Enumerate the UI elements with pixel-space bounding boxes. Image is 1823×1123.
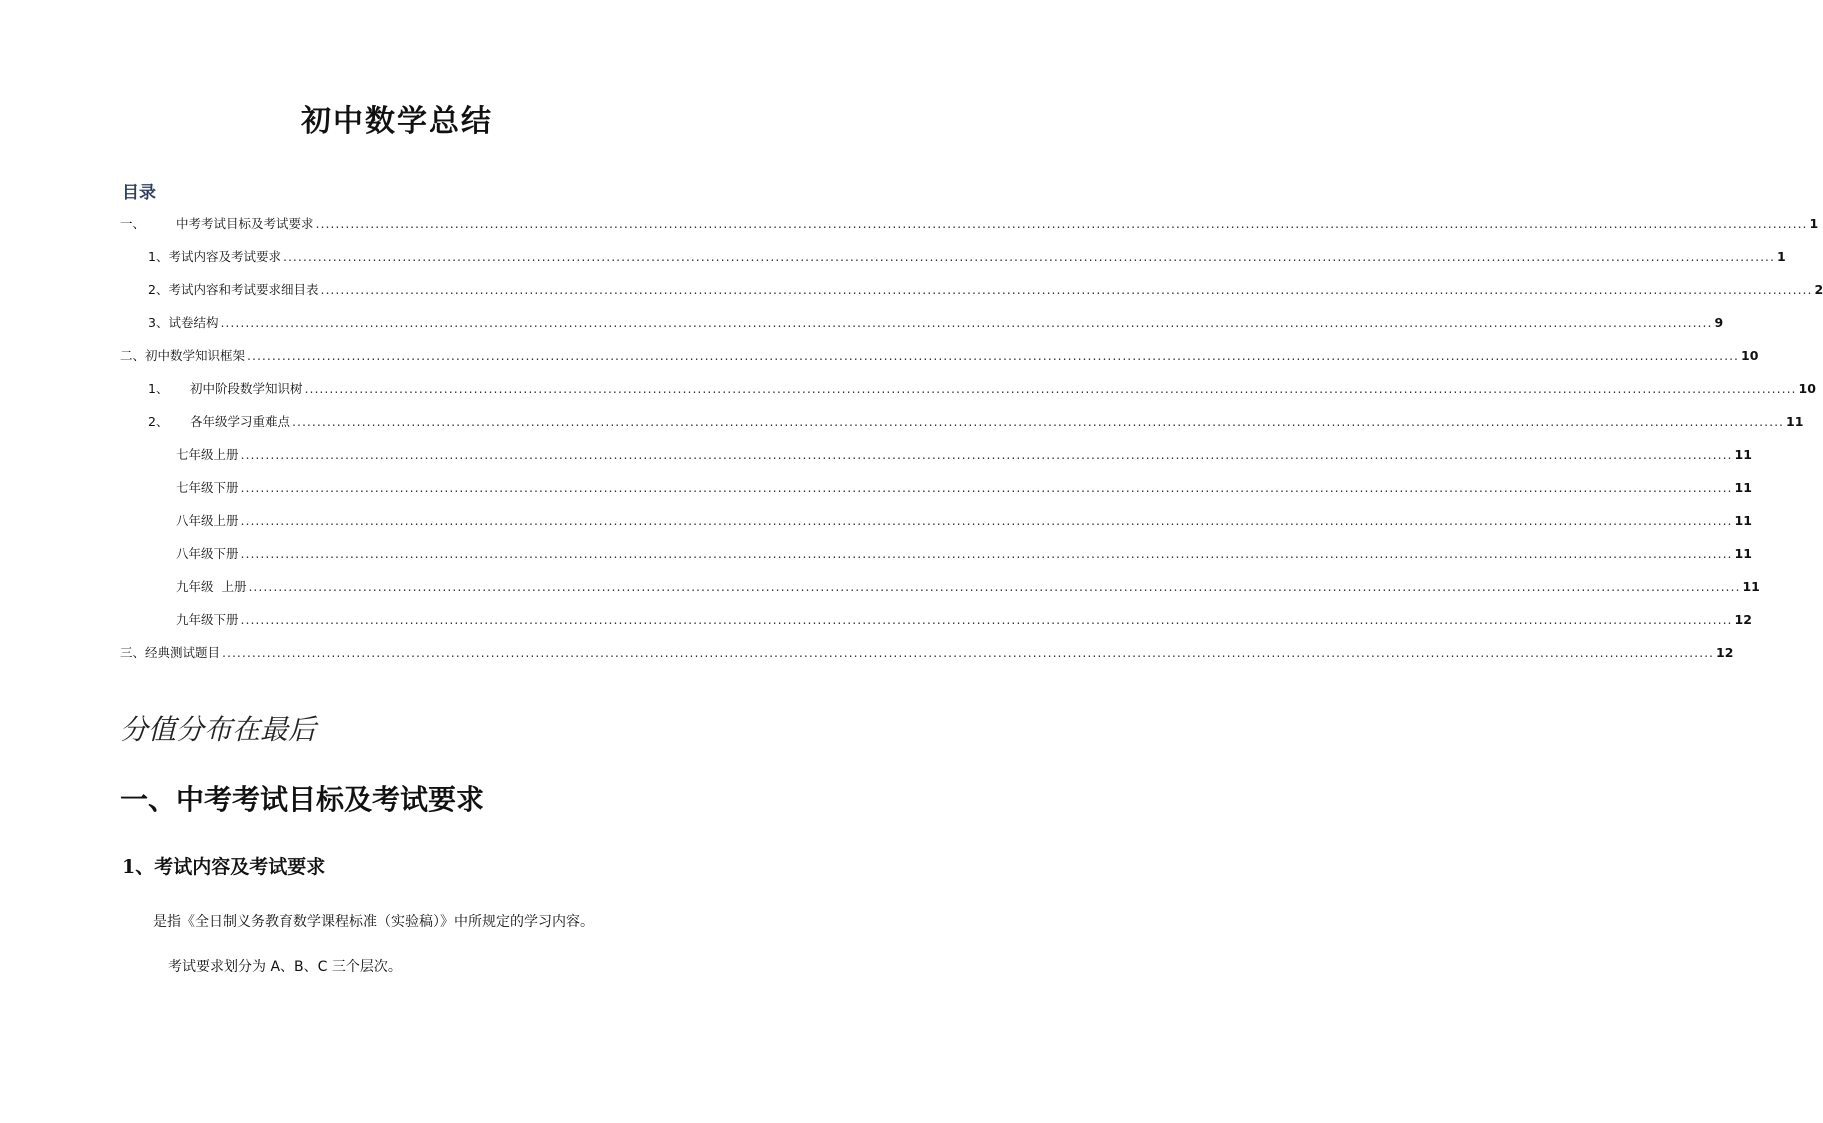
toc-entry[interactable] (176, 577, 1760, 597)
toc-entry[interactable] (148, 412, 1804, 432)
toc-entry-page: 10 (1741, 348, 1759, 363)
score-distribution-note: 分值分布在最后 (120, 713, 317, 746)
toc-entry[interactable] (120, 643, 1734, 663)
toc-entry[interactable] (148, 280, 1823, 300)
toc-entry[interactable] (148, 313, 1724, 333)
toc-entry-label: 八年级下册 (176, 546, 239, 561)
toc-entry[interactable] (120, 214, 1819, 234)
toc-heading: 目录 (122, 183, 156, 203)
toc-entry-label: 八年级上册 (176, 513, 239, 528)
toc-entry-label: 二、初中数学知识框架 (120, 348, 246, 363)
toc-entry-page: 1 (1809, 216, 1819, 231)
toc-entry-page: 12 (1734, 612, 1752, 627)
body-paragraph: 是指《全日制义务教育数学课程标准（实验稿）》中所规定的学习内容。 (153, 914, 594, 930)
toc-entry-label: 各年级学习重难点 (190, 414, 291, 429)
toc-leader-dots: ............................................................................................................................................................................................................................................................................................................ (315, 216, 1808, 231)
toc-entry[interactable] (148, 247, 1786, 267)
toc-entry-label: 初中阶段数学知识树 (190, 381, 303, 396)
toc-leader-dots: ............................................................................................................................................................................................................................................................................................................ (220, 315, 1713, 330)
toc-entry[interactable] (176, 445, 1752, 465)
toc-entry-label: 中考考试目标及考试要求 (176, 216, 314, 231)
toc-entry-page: 11 (1742, 579, 1760, 594)
toc-leader-dots: ............................................................................................................................................................................................................................................................................................................ (292, 414, 1785, 429)
toc-entry[interactable] (176, 478, 1752, 498)
toc-entry-page: 11 (1786, 414, 1804, 429)
section-heading: 一、中考考试目标及考试要求 (120, 783, 485, 816)
toc-entry-label: 九年级 上册 (176, 579, 247, 594)
toc-leader-dots: ............................................................................................................................................................................................................................................................................................................ (248, 579, 1741, 594)
toc-entry-page: 12 (1716, 645, 1734, 660)
toc-entry-label: 九年级下册 (176, 612, 239, 627)
toc-leader-dots: ............................................................................................................................................................................................................................................................................................................ (240, 546, 1733, 561)
toc-entry-page: 11 (1734, 546, 1752, 561)
toc-leader-dots: ............................................................................................................................................................................................................................................................................................................ (320, 282, 1813, 297)
toc-leader-dots: ............................................................................................................................................................................................................................................................................................................ (240, 447, 1733, 462)
toc-entry-page: 11 (1734, 447, 1752, 462)
toc-entry-label: 1、考试内容及考试要求 (148, 249, 281, 264)
toc-leader-dots: ............................................................................................................................................................................................................................................................................................................ (240, 612, 1733, 627)
toc-entry[interactable] (176, 610, 1752, 630)
toc-leader-dots: ............................................................................................................................................................................................................................................................................................................ (247, 348, 1740, 363)
toc-entry[interactable] (176, 544, 1752, 564)
toc-entry-page: 11 (1734, 480, 1752, 495)
toc-entry-number: 一、 (120, 216, 146, 231)
toc-leader-dots: ............................................................................................................................................................................................................................................................................................................ (282, 249, 1775, 264)
subsection-heading: 1、考试内容及考试要求 (122, 856, 326, 878)
toc-entry-label: 2、考试内容和考试要求细目表 (148, 282, 319, 297)
toc-entry-page: 11 (1734, 513, 1752, 528)
toc-entry-page: 1 (1777, 249, 1786, 264)
toc-entry[interactable] (148, 379, 1816, 399)
toc-leader-dots: ............................................................................................................................................................................................................................................................................................................ (304, 381, 1797, 396)
toc-entry-label: 3、试卷结构 (148, 315, 219, 330)
toc-leader-dots: ............................................................................................................................................................................................................................................................................................................ (240, 513, 1733, 528)
toc-entry-label: 七年级上册 (176, 447, 239, 462)
toc-leader-dots: ............................................................................................................................................................................................................................................................................................................ (240, 480, 1733, 495)
toc-entry-number: 1、 (148, 381, 169, 396)
toc-entry-label: 七年级下册 (176, 480, 239, 495)
toc-entry-number: 2、 (148, 414, 169, 429)
document-title: 初中数学总结 (301, 104, 493, 139)
toc-entry-label: 三、经典测试题目 (120, 645, 221, 660)
body-paragraph: 考试要求划分为 A、B、C 三个层次。 (168, 959, 402, 975)
toc-entry-page: 10 (1798, 381, 1816, 396)
toc-entry[interactable] (120, 346, 1759, 366)
toc-entry[interactable] (176, 511, 1752, 531)
toc-entry-page: 9 (1714, 315, 1724, 330)
toc-leader-dots: ............................................................................................................................................................................................................................................................................................................ (222, 645, 1715, 660)
toc-entry-page: 2 (1814, 282, 1823, 297)
